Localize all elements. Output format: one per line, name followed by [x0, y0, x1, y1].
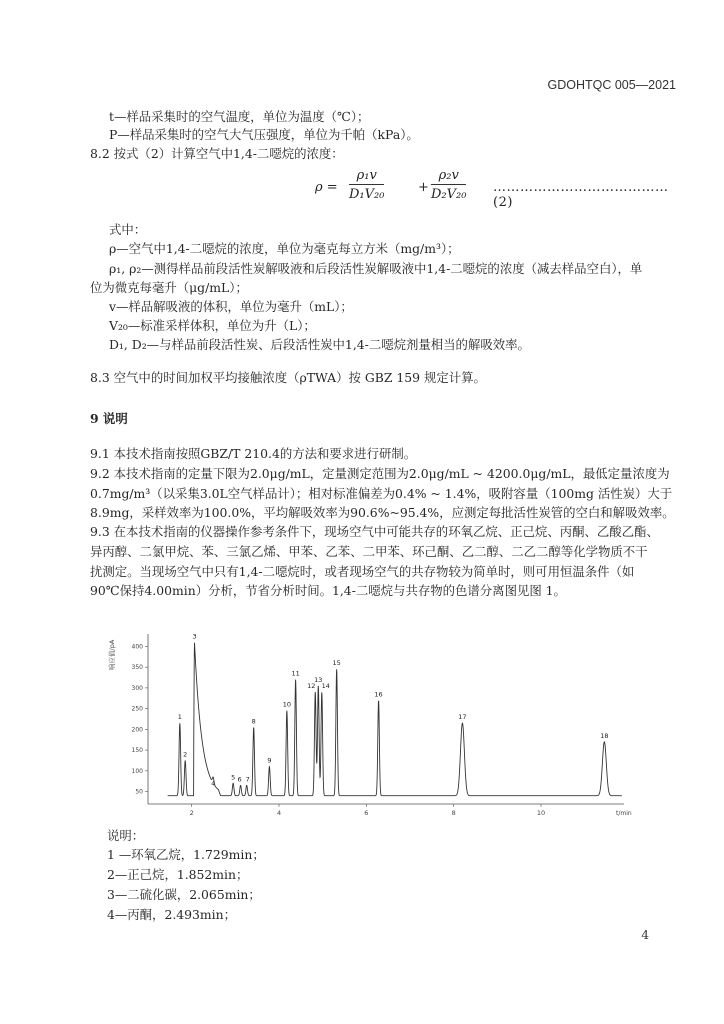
- x-tick-label: 10: [536, 809, 546, 817]
- x-tick-label: 2: [189, 809, 194, 817]
- y-tick-label: 200: [131, 726, 143, 734]
- peak-label: 11: [291, 669, 300, 678]
- line-rho-def: ρ—空气中1,4-二噁烷的浓度，单位为毫克每立方米（mg/m³）；: [109, 241, 460, 256]
- y-tick-label: 50: [135, 788, 143, 796]
- line-v20-def: V₂₀—标准采样体积，单位为升（L）；: [109, 318, 316, 333]
- formula-plus: +: [418, 180, 429, 195]
- legend-item-1: 1 —环氧乙烷，1.729min；: [107, 847, 265, 862]
- line-p-def: P—样品采集时的空气大气压强度，单位为千帕（kPa）。: [109, 127, 419, 142]
- section-9-3-l2: 异丙醇、二氯甲烷、苯、三氯乙烯、甲苯、乙苯、二甲苯、环己酮、乙二醇、二乙二醇等化学物质不干: [90, 544, 648, 559]
- line-t-def: t—样品采集时的空气温度，单位为温度（℃）；: [109, 109, 370, 124]
- section-9-3-l1: 9.3 在本技术指南的仪器操作参考条件下，现场空气中可能共存的环氧乙烷、正己烷、丙酮、乙酸乙酯、: [90, 524, 659, 539]
- section-9-3-l3: 扰测定。当现场空气中只有1,4-二噁烷时，或者现场空气的共存物较为简单时，则可用恒温条件（如: [90, 564, 635, 579]
- legend-title: 说明：: [107, 828, 145, 843]
- formula-lhs: ρ =: [315, 180, 338, 195]
- line-d-def: D₁, D₂—与样品前段活性炭、后段活性炭中1,4-二噁烷剂量相当的解吸效率。: [109, 337, 530, 352]
- peak-label: 16: [374, 690, 383, 699]
- peak-label: 10: [282, 700, 292, 709]
- section-8-3: 8.3 空气中的时间加权平均接触浓度（ρTWA）按 GBZ 159 规定计算。: [90, 370, 486, 385]
- chromatogram-trace: [168, 643, 622, 796]
- formula-dots: ………………………………… (2): [493, 180, 669, 210]
- x-tick-label: 4: [276, 809, 282, 817]
- x-tick-label: 8: [451, 809, 456, 817]
- formula-2: [315, 168, 669, 214]
- y-tick-label: 250: [131, 705, 143, 713]
- line-rho12-def: ρ₁, ρ₂—测得样品前段活性炭解吸液和后段活性炭解吸液中1,4-二噁烷的浓度（减去样品空白），单: [109, 261, 643, 276]
- line-rho12-def-cont: 位为微克每毫升（μg/mL）；: [90, 280, 248, 295]
- y-axis-label: 响应值/pA: [108, 639, 116, 670]
- peak-label: 6: [237, 775, 242, 784]
- section-9-1: 9.1 本技术指南按照GBZ/T 210.4的方法和要求进行研制。: [90, 446, 417, 461]
- section-9-heading: 9 说明: [90, 411, 128, 426]
- y-tick-label: 150: [131, 747, 143, 755]
- y-tick-label: 300: [131, 684, 143, 692]
- denominator-2: D₂V₂₀: [431, 187, 467, 202]
- numerator-2: ρ₂v: [431, 168, 466, 185]
- fraction-1: [349, 168, 384, 202]
- section-9-3-l4: 90℃保持4.00min）分析，节省分析时间。1,4-二噁烷与共存物的色谱分离图见图 1。: [90, 583, 566, 598]
- doc-code: GDOHTQC 005—2021: [547, 78, 676, 92]
- line-v-def: v—样品解吸液的体积，单位为毫升（mL）；: [109, 299, 353, 314]
- peak-label: 12: [307, 682, 316, 691]
- y-tick-label: 100: [131, 767, 143, 775]
- peak-label: 9: [267, 756, 272, 765]
- chromatogram-figure: [108, 624, 638, 824]
- legend-item-3: 3—二硫化碳，2.065min；: [107, 887, 261, 902]
- peak-label: 18: [600, 731, 609, 740]
- peak-label: 17: [458, 713, 467, 722]
- page-number: 4: [641, 928, 649, 942]
- peak-label: 8: [251, 717, 256, 726]
- peak-label: 4: [211, 779, 216, 788]
- legend-item-4: 4—丙酮，2.493min；: [107, 907, 237, 922]
- section-9-2-l2: 0.7mg/m³（以采集3.0L空气样品计）；相对标准偏差为0.4% ~ 1.4%，吸附容量（100mg 活性炭）大于: [90, 486, 673, 501]
- x-tick-label: 6: [364, 809, 369, 817]
- x-axis-label: t/min: [616, 810, 632, 817]
- peak-label: 3: [192, 632, 197, 641]
- peak-label: 1: [177, 713, 182, 722]
- section-9-2-l1: 9.2 本技术指南的定量下限为2.0μg/mL，定量测定范围为2.0μg/mL ~ 4200.0μg/mL，最低定量浓度为: [90, 466, 670, 481]
- section-9-2-l3: 8.9mg，采样效率为100.0%，平均解吸效率为90.6%~95.4%，应测定每批活性炭管的空白和解吸效率。: [90, 505, 675, 520]
- peak-label: 2: [183, 750, 188, 759]
- y-tick-label: 350: [131, 664, 143, 672]
- peak-label: 15: [332, 659, 341, 668]
- peak-label: 5: [231, 773, 236, 782]
- y-tick-label: 400: [131, 643, 143, 651]
- peak-label: 7: [245, 775, 250, 784]
- legend-item-2: 2—正己烷，1.852min；: [107, 867, 249, 882]
- fraction-2: [431, 168, 466, 202]
- peak-label: 13: [314, 675, 323, 684]
- line-where: 式中：: [109, 222, 147, 237]
- denominator-1: D₁V₂₀: [349, 187, 385, 202]
- section-8-2: 8.2 按式（2）计算空气中1,4-二噁烷的浓度：: [90, 146, 344, 161]
- peak-label: 14: [321, 682, 330, 691]
- numerator-1: ρ₁v: [349, 168, 384, 185]
